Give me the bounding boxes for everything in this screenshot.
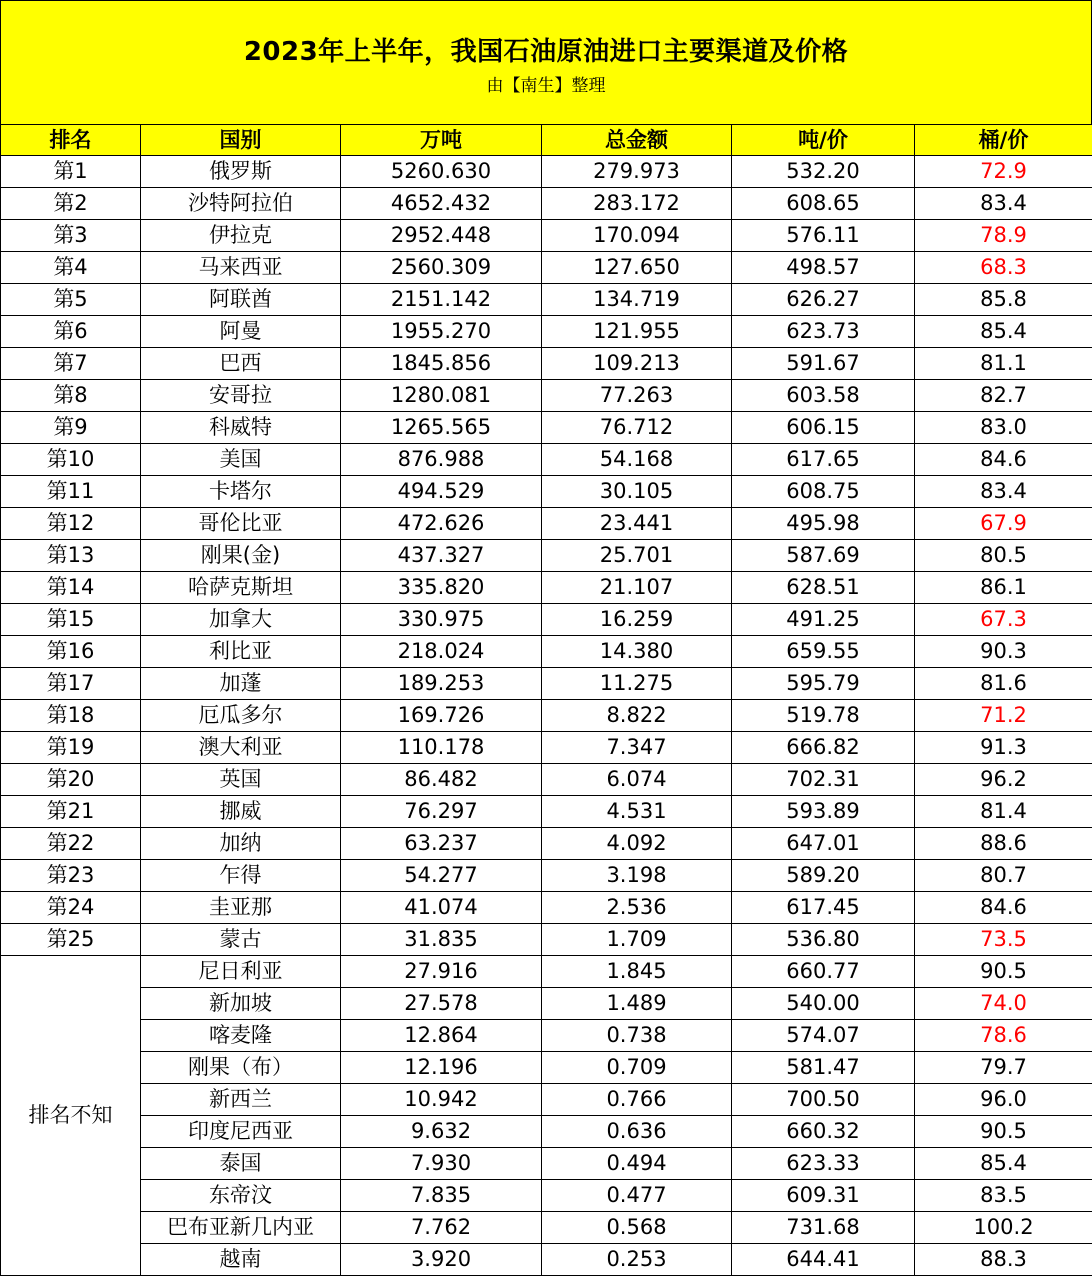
column-header-tons: 万吨 — [341, 125, 542, 156]
table-row — [1, 796, 1092, 828]
price-per-ton-cell: 540.00 — [732, 988, 915, 1020]
table-row — [1, 380, 1092, 412]
price-per-ton-cell: 617.65 — [732, 444, 915, 476]
amount-cell: 7.347 — [542, 732, 732, 764]
price-per-barrel-cell: 85.8 — [915, 284, 1092, 316]
country-cell: 澳大利亚 — [141, 732, 341, 764]
table-row — [1, 412, 1092, 444]
price-per-ton-cell: 593.89 — [732, 796, 915, 828]
tons-cell: 7.762 — [341, 1212, 542, 1244]
table-row — [1, 1084, 1092, 1116]
rank-cell: 第19 — [1, 732, 141, 764]
price-per-barrel-cell: 88.3 — [915, 1244, 1092, 1276]
amount-cell: 1.489 — [542, 988, 732, 1020]
price-per-barrel-cell: 78.9 — [915, 220, 1092, 252]
table-row — [1, 1148, 1092, 1180]
price-per-barrel-cell: 85.4 — [915, 316, 1092, 348]
tons-cell: 218.024 — [341, 636, 542, 668]
page-title: 2023年上半年，我国石油原油进口主要渠道及价格 — [1, 31, 1091, 68]
country-cell: 加拿大 — [141, 604, 341, 636]
tons-cell: 3.920 — [341, 1244, 542, 1276]
price-per-barrel-cell: 78.6 — [915, 1020, 1092, 1052]
rank-cell: 第7 — [1, 348, 141, 380]
amount-cell: 6.074 — [542, 764, 732, 796]
country-cell: 哈萨克斯坦 — [141, 572, 341, 604]
price-per-barrel-cell: 81.1 — [915, 348, 1092, 380]
country-cell: 刚果(金) — [141, 540, 341, 572]
table-row — [1, 1212, 1092, 1244]
price-per-barrel-cell: 67.3 — [915, 604, 1092, 636]
country-cell: 加纳 — [141, 828, 341, 860]
price-per-ton-cell: 498.57 — [732, 252, 915, 284]
table-body — [1, 156, 1092, 1276]
country-cell: 蒙古 — [141, 924, 341, 956]
table-header-row — [1, 125, 1092, 156]
tons-cell: 10.942 — [341, 1084, 542, 1116]
table-row — [1, 988, 1092, 1020]
price-per-barrel-cell: 82.7 — [915, 380, 1092, 412]
country-cell: 安哥拉 — [141, 380, 341, 412]
amount-cell: 0.738 — [542, 1020, 732, 1052]
price-per-ton-cell: 491.25 — [732, 604, 915, 636]
price-per-ton-cell: 644.41 — [732, 1244, 915, 1276]
country-cell: 挪威 — [141, 796, 341, 828]
table-row — [1, 252, 1092, 284]
amount-cell: 30.105 — [542, 476, 732, 508]
price-per-barrel-cell: 83.4 — [915, 188, 1092, 220]
price-per-ton-cell: 495.98 — [732, 508, 915, 540]
price-per-barrel-cell: 79.7 — [915, 1052, 1092, 1084]
tons-cell: 189.253 — [341, 668, 542, 700]
table-row — [1, 508, 1092, 540]
price-per-ton-cell: 617.45 — [732, 892, 915, 924]
price-per-barrel-cell: 100.2 — [915, 1212, 1092, 1244]
amount-cell: 14.380 — [542, 636, 732, 668]
amount-cell: 16.259 — [542, 604, 732, 636]
tons-cell: 437.327 — [341, 540, 542, 572]
price-per-barrel-cell: 84.6 — [915, 892, 1092, 924]
country-cell: 俄罗斯 — [141, 156, 341, 188]
price-per-ton-cell: 666.82 — [732, 732, 915, 764]
tons-cell: 5260.630 — [341, 156, 542, 188]
country-cell: 喀麦隆 — [141, 1020, 341, 1052]
price-per-ton-cell: 576.11 — [732, 220, 915, 252]
tons-cell: 76.297 — [341, 796, 542, 828]
table-row — [1, 1180, 1092, 1212]
price-per-ton-cell: 660.77 — [732, 956, 915, 988]
table-row — [1, 1052, 1092, 1084]
tons-cell: 2952.448 — [341, 220, 542, 252]
country-cell: 伊拉克 — [141, 220, 341, 252]
price-per-barrel-cell: 86.1 — [915, 572, 1092, 604]
amount-cell: 1.845 — [542, 956, 732, 988]
price-per-ton-cell: 589.20 — [732, 860, 915, 892]
tons-cell: 63.237 — [341, 828, 542, 860]
price-per-barrel-cell: 81.4 — [915, 796, 1092, 828]
tons-cell: 1955.270 — [341, 316, 542, 348]
price-per-ton-cell: 609.31 — [732, 1180, 915, 1212]
rank-cell: 第23 — [1, 860, 141, 892]
country-cell: 沙特阿拉伯 — [141, 188, 341, 220]
amount-cell: 4.531 — [542, 796, 732, 828]
price-per-ton-cell: 623.73 — [732, 316, 915, 348]
price-per-barrel-cell: 84.6 — [915, 444, 1092, 476]
tons-cell: 2560.309 — [341, 252, 542, 284]
table-row — [1, 828, 1092, 860]
price-per-ton-cell: 519.78 — [732, 700, 915, 732]
tons-cell: 876.988 — [341, 444, 542, 476]
amount-cell: 77.263 — [542, 380, 732, 412]
table-row — [1, 732, 1092, 764]
tons-cell: 7.835 — [341, 1180, 542, 1212]
price-per-barrel-cell: 90.3 — [915, 636, 1092, 668]
price-per-barrel-cell: 71.2 — [915, 700, 1092, 732]
price-per-ton-cell: 702.31 — [732, 764, 915, 796]
price-per-barrel-cell: 96.2 — [915, 764, 1092, 796]
tons-cell: 2151.142 — [341, 284, 542, 316]
country-cell: 阿联酋 — [141, 284, 341, 316]
price-per-ton-cell: 731.68 — [732, 1212, 915, 1244]
amount-cell: 11.275 — [542, 668, 732, 700]
price-per-ton-cell: 606.15 — [732, 412, 915, 444]
page-subtitle: 由【南生】整理 — [1, 71, 1091, 96]
tons-cell: 41.074 — [341, 892, 542, 924]
price-per-barrel-cell: 74.0 — [915, 988, 1092, 1020]
country-cell: 科威特 — [141, 412, 341, 444]
oil-import-table — [0, 124, 1092, 1276]
country-cell: 东帝汶 — [141, 1180, 341, 1212]
amount-cell: 134.719 — [542, 284, 732, 316]
price-per-ton-cell: 532.20 — [732, 156, 915, 188]
tons-cell: 110.178 — [341, 732, 542, 764]
amount-cell: 4.092 — [542, 828, 732, 860]
rank-cell: 第21 — [1, 796, 141, 828]
table-row — [1, 860, 1092, 892]
tons-cell: 1265.565 — [341, 412, 542, 444]
rank-cell: 第12 — [1, 508, 141, 540]
table-row — [1, 764, 1092, 796]
rank-cell: 第16 — [1, 636, 141, 668]
table-row — [1, 956, 1092, 988]
price-per-barrel-cell: 91.3 — [915, 732, 1092, 764]
amount-cell: 1.709 — [542, 924, 732, 956]
country-cell: 阿曼 — [141, 316, 341, 348]
tons-cell: 7.930 — [341, 1148, 542, 1180]
price-per-barrel-cell: 83.0 — [915, 412, 1092, 444]
table-row — [1, 1116, 1092, 1148]
tons-cell: 12.864 — [341, 1020, 542, 1052]
amount-cell: 2.536 — [542, 892, 732, 924]
rank-cell: 第22 — [1, 828, 141, 860]
price-per-barrel-cell: 68.3 — [915, 252, 1092, 284]
tons-cell: 12.196 — [341, 1052, 542, 1084]
rank-cell: 第2 — [1, 188, 141, 220]
rank-cell: 第13 — [1, 540, 141, 572]
price-per-ton-cell: 603.58 — [732, 380, 915, 412]
price-per-ton-cell: 626.27 — [732, 284, 915, 316]
rank-cell: 第1 — [1, 156, 141, 188]
price-per-barrel-cell: 83.4 — [915, 476, 1092, 508]
country-cell: 卡塔尔 — [141, 476, 341, 508]
amount-cell: 109.213 — [542, 348, 732, 380]
rank-cell: 第14 — [1, 572, 141, 604]
country-cell: 马来西亚 — [141, 252, 341, 284]
amount-cell: 3.198 — [542, 860, 732, 892]
rank-unknown-cell: 排名不知 — [1, 956, 141, 1276]
table-row — [1, 700, 1092, 732]
rank-cell: 第24 — [1, 892, 141, 924]
price-per-ton-cell: 574.07 — [732, 1020, 915, 1052]
country-cell: 乍得 — [141, 860, 341, 892]
amount-cell: 283.172 — [542, 188, 732, 220]
rank-cell: 第8 — [1, 380, 141, 412]
amount-cell: 0.494 — [542, 1148, 732, 1180]
price-per-barrel-cell: 80.5 — [915, 540, 1092, 572]
table-row — [1, 1244, 1092, 1276]
title-banner — [0, 0, 1092, 125]
price-per-barrel-cell: 81.6 — [915, 668, 1092, 700]
country-cell: 新加坡 — [141, 988, 341, 1020]
rank-cell: 第6 — [1, 316, 141, 348]
amount-cell: 8.822 — [542, 700, 732, 732]
tons-cell: 4652.432 — [341, 188, 542, 220]
price-per-barrel-cell: 83.5 — [915, 1180, 1092, 1212]
price-per-barrel-cell: 73.5 — [915, 924, 1092, 956]
tons-cell: 472.626 — [341, 508, 542, 540]
price-per-barrel-cell: 85.4 — [915, 1148, 1092, 1180]
country-cell: 哥伦比亚 — [141, 508, 341, 540]
table-row — [1, 444, 1092, 476]
country-cell: 新西兰 — [141, 1084, 341, 1116]
rank-cell: 第4 — [1, 252, 141, 284]
price-per-barrel-cell: 67.9 — [915, 508, 1092, 540]
tons-cell: 335.820 — [341, 572, 542, 604]
price-per-ton-cell: 700.50 — [732, 1084, 915, 1116]
table-row — [1, 668, 1092, 700]
table-row — [1, 220, 1092, 252]
price-per-ton-cell: 536.80 — [732, 924, 915, 956]
amount-cell: 0.766 — [542, 1084, 732, 1116]
tons-cell: 27.916 — [341, 956, 542, 988]
country-cell: 英国 — [141, 764, 341, 796]
country-cell: 巴布亚新几内亚 — [141, 1212, 341, 1244]
tons-cell: 27.578 — [341, 988, 542, 1020]
tons-cell: 86.482 — [341, 764, 542, 796]
country-cell: 印度尼西亚 — [141, 1116, 341, 1148]
country-cell: 刚果（布） — [141, 1052, 341, 1084]
rank-cell: 第10 — [1, 444, 141, 476]
amount-cell: 0.568 — [542, 1212, 732, 1244]
price-per-ton-cell: 595.79 — [732, 668, 915, 700]
table-row — [1, 188, 1092, 220]
price-per-ton-cell: 623.33 — [732, 1148, 915, 1180]
table-row — [1, 892, 1092, 924]
table-row — [1, 604, 1092, 636]
tons-cell: 330.975 — [341, 604, 542, 636]
amount-cell: 21.107 — [542, 572, 732, 604]
amount-cell: 76.712 — [542, 412, 732, 444]
price-per-ton-cell: 647.01 — [732, 828, 915, 860]
table-row — [1, 540, 1092, 572]
amount-cell: 23.441 — [542, 508, 732, 540]
amount-cell: 170.094 — [542, 220, 732, 252]
amount-cell: 127.650 — [542, 252, 732, 284]
price-per-ton-cell: 659.55 — [732, 636, 915, 668]
country-cell: 泰国 — [141, 1148, 341, 1180]
rank-cell: 第17 — [1, 668, 141, 700]
price-per-ton-cell: 581.47 — [732, 1052, 915, 1084]
country-cell: 巴西 — [141, 348, 341, 380]
table-row — [1, 572, 1092, 604]
tons-cell: 1280.081 — [341, 380, 542, 412]
country-cell: 美国 — [141, 444, 341, 476]
table-row — [1, 1020, 1092, 1052]
country-cell: 越南 — [141, 1244, 341, 1276]
country-cell: 尼日利亚 — [141, 956, 341, 988]
table-row — [1, 348, 1092, 380]
table-row — [1, 924, 1092, 956]
country-cell: 厄瓜多尔 — [141, 700, 341, 732]
table-row — [1, 284, 1092, 316]
column-header-price-per-barrel: 桶/价 — [915, 125, 1092, 156]
country-cell: 利比亚 — [141, 636, 341, 668]
rank-cell: 第20 — [1, 764, 141, 796]
country-cell: 圭亚那 — [141, 892, 341, 924]
amount-cell: 0.709 — [542, 1052, 732, 1084]
tons-cell: 54.277 — [341, 860, 542, 892]
country-cell: 加蓬 — [141, 668, 341, 700]
amount-cell: 279.973 — [542, 156, 732, 188]
price-per-ton-cell: 608.65 — [732, 188, 915, 220]
tons-cell: 169.726 — [341, 700, 542, 732]
price-per-ton-cell: 587.69 — [732, 540, 915, 572]
price-per-ton-cell: 591.67 — [732, 348, 915, 380]
tons-cell: 1845.856 — [341, 348, 542, 380]
column-header-country: 国别 — [141, 125, 341, 156]
amount-cell: 25.701 — [542, 540, 732, 572]
table-row — [1, 156, 1092, 188]
table-row — [1, 636, 1092, 668]
tons-cell: 494.529 — [341, 476, 542, 508]
amount-cell: 0.477 — [542, 1180, 732, 1212]
table-row — [1, 476, 1092, 508]
amount-cell: 121.955 — [542, 316, 732, 348]
amount-cell: 54.168 — [542, 444, 732, 476]
price-per-barrel-cell: 96.0 — [915, 1084, 1092, 1116]
column-header-rank: 排名 — [1, 125, 141, 156]
rank-cell: 第9 — [1, 412, 141, 444]
price-per-ton-cell: 660.32 — [732, 1116, 915, 1148]
column-header-price-per-ton: 吨/价 — [732, 125, 915, 156]
price-per-barrel-cell: 90.5 — [915, 1116, 1092, 1148]
price-per-ton-cell: 608.75 — [732, 476, 915, 508]
rank-cell: 第3 — [1, 220, 141, 252]
rank-cell: 第18 — [1, 700, 141, 732]
rank-cell: 第15 — [1, 604, 141, 636]
rank-cell: 第11 — [1, 476, 141, 508]
price-per-barrel-cell: 90.5 — [915, 956, 1092, 988]
price-per-barrel-cell: 72.9 — [915, 156, 1092, 188]
tons-cell: 31.835 — [341, 924, 542, 956]
amount-cell: 0.253 — [542, 1244, 732, 1276]
rank-cell: 第25 — [1, 924, 141, 956]
rank-cell: 第5 — [1, 284, 141, 316]
price-per-ton-cell: 628.51 — [732, 572, 915, 604]
price-per-barrel-cell: 80.7 — [915, 860, 1092, 892]
column-header-amount: 总金额 — [542, 125, 732, 156]
tons-cell: 9.632 — [341, 1116, 542, 1148]
table-row — [1, 316, 1092, 348]
amount-cell: 0.636 — [542, 1116, 732, 1148]
price-per-barrel-cell: 88.6 — [915, 828, 1092, 860]
